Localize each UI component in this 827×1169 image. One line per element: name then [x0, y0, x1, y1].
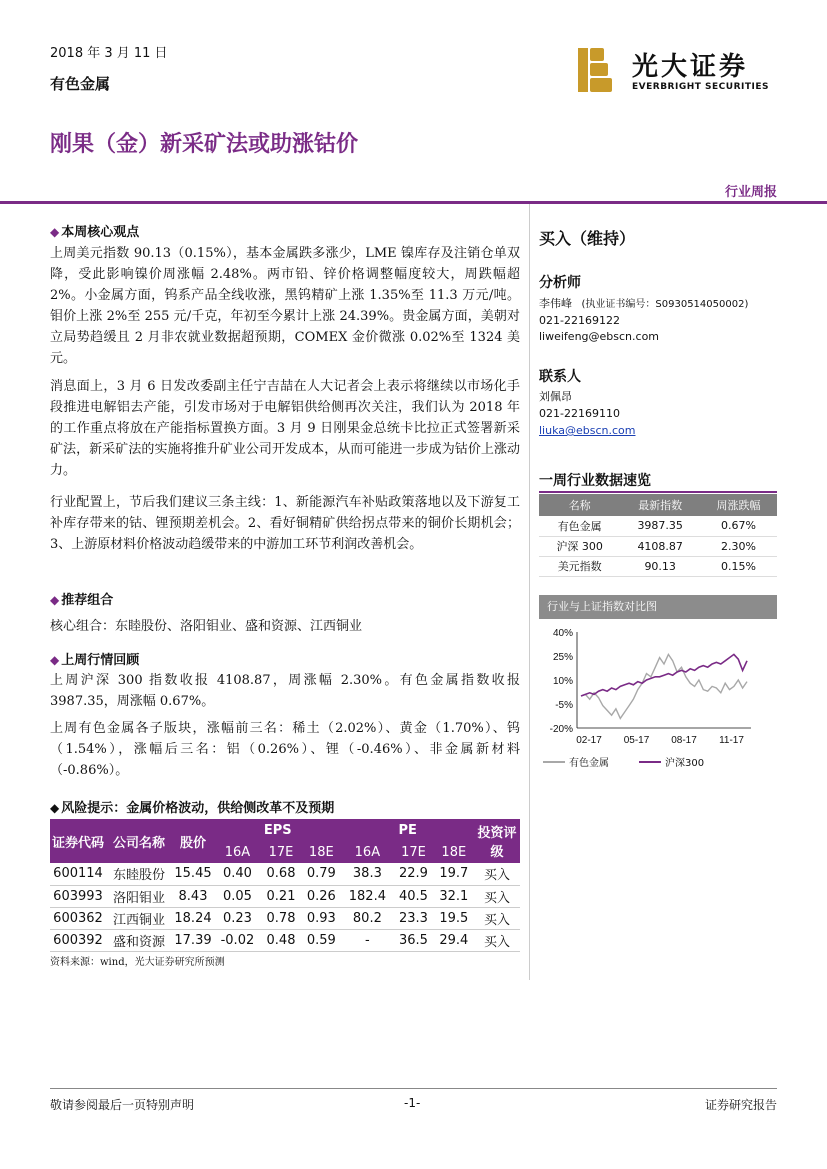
- core-view-paragraph-1: 上周美元指数 90.13（0.15%），基本金属跌多涨少，LME 镍库存及注销仓单双降，受此影响镍价周涨幅 2.48%。两市铅、锌价格调整幅度较大，周跌幅超 2%。小金属方面，钨系产品全线收涨，黑钨精矿上涨 1.35%至 11.3 万元/吨。钼价上涨 2%至 255 元/千克，年初至今累计上涨 24.39%。贵金属方面，美朝对立局势趋缓且 2 月非农就业数据超预期，COMEX 金价微涨 0.02%至 1324 美元。: [50, 246, 520, 366]
- report-date: 2018 年 3 月 11 日: [50, 46, 168, 61]
- analyst-phone: 021-22169122: [539, 314, 620, 327]
- table-row: [539, 536, 777, 556]
- cell-pe: 29.4: [434, 929, 474, 951]
- market-review-paragraph-1: 上周沪深 300 指数收报 4108.87，周涨幅 2.30%。有色金属指数收报 3987.35，周涨幅 0.67%。: [50, 673, 520, 709]
- footer-report-label: 证券研究报告: [704, 1098, 777, 1112]
- table-row: [50, 907, 520, 929]
- logo-chinese: 光大证券: [632, 52, 749, 82]
- cell-change: 2.30%: [700, 536, 777, 556]
- logo-english: EVERBRIGHT SECURITIES: [632, 82, 769, 92]
- cell-code: 600114: [50, 863, 106, 885]
- cell-price: 17.39: [172, 929, 214, 951]
- weekly-data-wrapper: [539, 494, 779, 577]
- cell-pe: 23.3: [393, 907, 433, 929]
- cell-name: 江西铜业: [106, 907, 172, 929]
- analyst-name: 李伟峰: [539, 297, 572, 310]
- cell-change: 0.15%: [700, 556, 777, 576]
- cell-code: 600362: [50, 907, 106, 929]
- y-tick-label: 40%: [552, 628, 573, 639]
- cell-pe: 182.4: [341, 885, 393, 907]
- header-name: 公司名称: [106, 819, 172, 863]
- weekly-data-heading: 一周行业数据速览: [539, 473, 651, 489]
- table-source: 资料来源：wind，光大证券研究所预测: [50, 957, 225, 968]
- everbright-logo-icon: [578, 48, 612, 92]
- cell-name: 有色金属: [539, 516, 620, 536]
- core-view-paragraph-2: 消息面上，3 月 6 日发改委副主任宁吉喆在人大记者会上表示将继续以市场化手段推进电解铝去产能，引发市场对于电解铝供给侧再次关注，我们认为 2018 年的工作重点将放在产能指标置换方面。3 月 9 日刚果金总统卡比拉正式签署新采矿法，新采矿法的实施将推升矿业公司开发成本，从而可能进一步成为钴价上涨动力。: [50, 379, 520, 478]
- header-code: 证券代码: [50, 819, 106, 863]
- cell-eps: 0.40: [214, 863, 261, 885]
- x-tick-label: 08-17: [671, 735, 697, 746]
- portfolio-heading: ◆ 推荐组合: [50, 593, 114, 608]
- contact-email-link[interactable]: liuka@ebscn.com: [539, 424, 636, 437]
- cell-change: 0.67%: [700, 516, 777, 536]
- x-tick-label: 05-17: [623, 735, 650, 746]
- cell-rating: 买入: [474, 885, 520, 907]
- cell-eps: 0.93: [301, 907, 341, 929]
- cell-name: 沪深 300: [539, 536, 620, 556]
- industry-vs-index-chart: [539, 622, 777, 772]
- cell-name: 东睦股份: [106, 863, 172, 885]
- cell-pe: 40.5: [393, 885, 433, 907]
- cell-eps: 0.23: [214, 907, 261, 929]
- legend-label: 沪深300: [665, 758, 705, 769]
- table-row: [50, 885, 520, 907]
- contact-name: 刘佩昂: [539, 390, 572, 403]
- weekly-data-table: [539, 494, 777, 577]
- page-number: -1-: [404, 1096, 421, 1110]
- cell-eps: 0.59: [301, 929, 341, 951]
- column-divider: [529, 204, 530, 980]
- chart-title-bar: 行业与上证指数对比图: [539, 595, 777, 619]
- cell-code: 600392: [50, 929, 106, 951]
- header-year: 18E: [301, 841, 341, 863]
- footer-disclaimer: 敬请参阅最后一页特别声明: [50, 1098, 195, 1112]
- table-row: [50, 863, 520, 885]
- cell-pe: -: [341, 929, 393, 951]
- cell-eps: 0.79: [301, 863, 341, 885]
- risk-warning-heading: ◆ 风险提示：金属价格波动，供给侧改革不及预期: [50, 801, 335, 816]
- cell-pe: 32.1: [434, 885, 474, 907]
- cell-eps: 0.21: [261, 885, 301, 907]
- rating: 买入（维持）: [539, 229, 636, 248]
- cell-pe: 19.7: [434, 863, 474, 885]
- cell-index: 4108.87: [620, 536, 700, 556]
- cell-pe: 19.5: [434, 907, 474, 929]
- cell-index: 90.13: [620, 556, 700, 576]
- analyst-cert: (执业证书编号：S0930514050002): [581, 299, 749, 310]
- report-type: 行业周报: [724, 185, 777, 200]
- x-tick-label: 11-17: [719, 735, 744, 746]
- header-rating: 投资评级: [474, 819, 520, 863]
- y-tick-label: 10%: [552, 676, 573, 687]
- cell-eps: 0.48: [261, 929, 301, 951]
- stock-table-wrapper: [50, 819, 520, 952]
- cell-eps: 0.26: [301, 885, 341, 907]
- header-year: 16A: [341, 841, 393, 863]
- cell-name: 美元指数: [539, 556, 620, 576]
- diamond-icon: ◆: [50, 801, 60, 815]
- diamond-icon: ◆: [50, 225, 60, 239]
- cell-pe: 38.3: [341, 863, 393, 885]
- analyst-email[interactable]: liweifeng@ebscn.com: [539, 330, 660, 343]
- cell-price: 18.24: [172, 907, 214, 929]
- header-divider: [0, 201, 827, 204]
- table-row: [539, 556, 777, 576]
- cell-rating: 买入: [474, 929, 520, 951]
- cell-eps: 0.05: [214, 885, 261, 907]
- cell-eps: -0.02: [214, 929, 261, 951]
- cell-eps: 0.68: [261, 863, 301, 885]
- col-header: 名称: [539, 494, 620, 516]
- cell-pe: 80.2: [341, 907, 393, 929]
- footer-divider: [50, 1088, 777, 1089]
- col-header: 周涨跌幅: [700, 494, 777, 516]
- market-review-heading: ◆ 上周行情回顾: [50, 653, 140, 668]
- cell-price: 15.45: [172, 863, 214, 885]
- cell-rating: 买入: [474, 863, 520, 885]
- y-tick-label: -5%: [555, 700, 573, 711]
- header-pe: PE: [341, 819, 474, 841]
- portfolio-text: 核心组合：东睦股份、洛阳钼业、盛和资源、江西铜业: [50, 619, 363, 634]
- header-price: 股价: [172, 819, 214, 863]
- header-eps: EPS: [214, 819, 341, 841]
- header-year: 17E: [261, 841, 301, 863]
- market-review-paragraph-2: 上周有色金属各子版块，涨幅前三名：稀土（2.02%）、黄金（1.70%）、钨（1.54%），涨幅后三名：铝（0.26%）、锂（-0.46%）、非金属新材料（-0.86%）。: [50, 721, 520, 778]
- cell-eps: 0.78: [261, 907, 301, 929]
- cell-index: 3987.35: [620, 516, 700, 536]
- cell-rating: 买入: [474, 907, 520, 929]
- y-tick-label: -20%: [549, 724, 573, 735]
- cell-code: 603993: [50, 885, 106, 907]
- sector-label: 有色金属: [50, 75, 111, 93]
- diamond-icon: ◆: [50, 593, 60, 607]
- cell-name: 盛和资源: [106, 929, 172, 951]
- contact-phone: 021-22169110: [539, 407, 620, 420]
- header-year: 17E: [393, 841, 433, 863]
- table-row: [50, 929, 520, 951]
- company-logo: [578, 48, 778, 96]
- x-tick-label: 02-17: [576, 735, 602, 746]
- cell-pe: 22.9: [393, 863, 433, 885]
- report-title: 刚果（金）新采矿法或助涨钴价: [50, 132, 359, 157]
- cell-name: 洛阳钼业: [106, 885, 172, 907]
- analyst-heading: 分析师: [539, 275, 581, 291]
- table-row: [539, 516, 777, 536]
- diamond-icon: ◆: [50, 653, 60, 667]
- legend-label: 有色金属: [569, 758, 609, 769]
- data-head-rule: [539, 491, 777, 493]
- header-year: 16A: [214, 841, 261, 863]
- stock-recommendation-table: [50, 819, 520, 952]
- analyst-info: [539, 296, 779, 313]
- core-view-heading: ◆ 本周核心观点: [50, 225, 140, 240]
- header-year: 18E: [434, 841, 474, 863]
- col-header: 最新指数: [620, 494, 700, 516]
- y-tick-label: 25%: [552, 652, 573, 663]
- cell-pe: 36.5: [393, 929, 433, 951]
- cell-price: 8.43: [172, 885, 214, 907]
- core-view-paragraph-3: 行业配置上，节后我们建议三条主线：1、新能源汽车补贴政策落地以及下游复工补库存带来的钴、锂预期差机会。2、看好铜精矿供给拐点带来的铜价长期机会；3、上游原材料价格波动趋缓带来的中游加工环节利润改善机会。: [50, 495, 520, 552]
- contact-heading: 联系人: [539, 369, 581, 385]
